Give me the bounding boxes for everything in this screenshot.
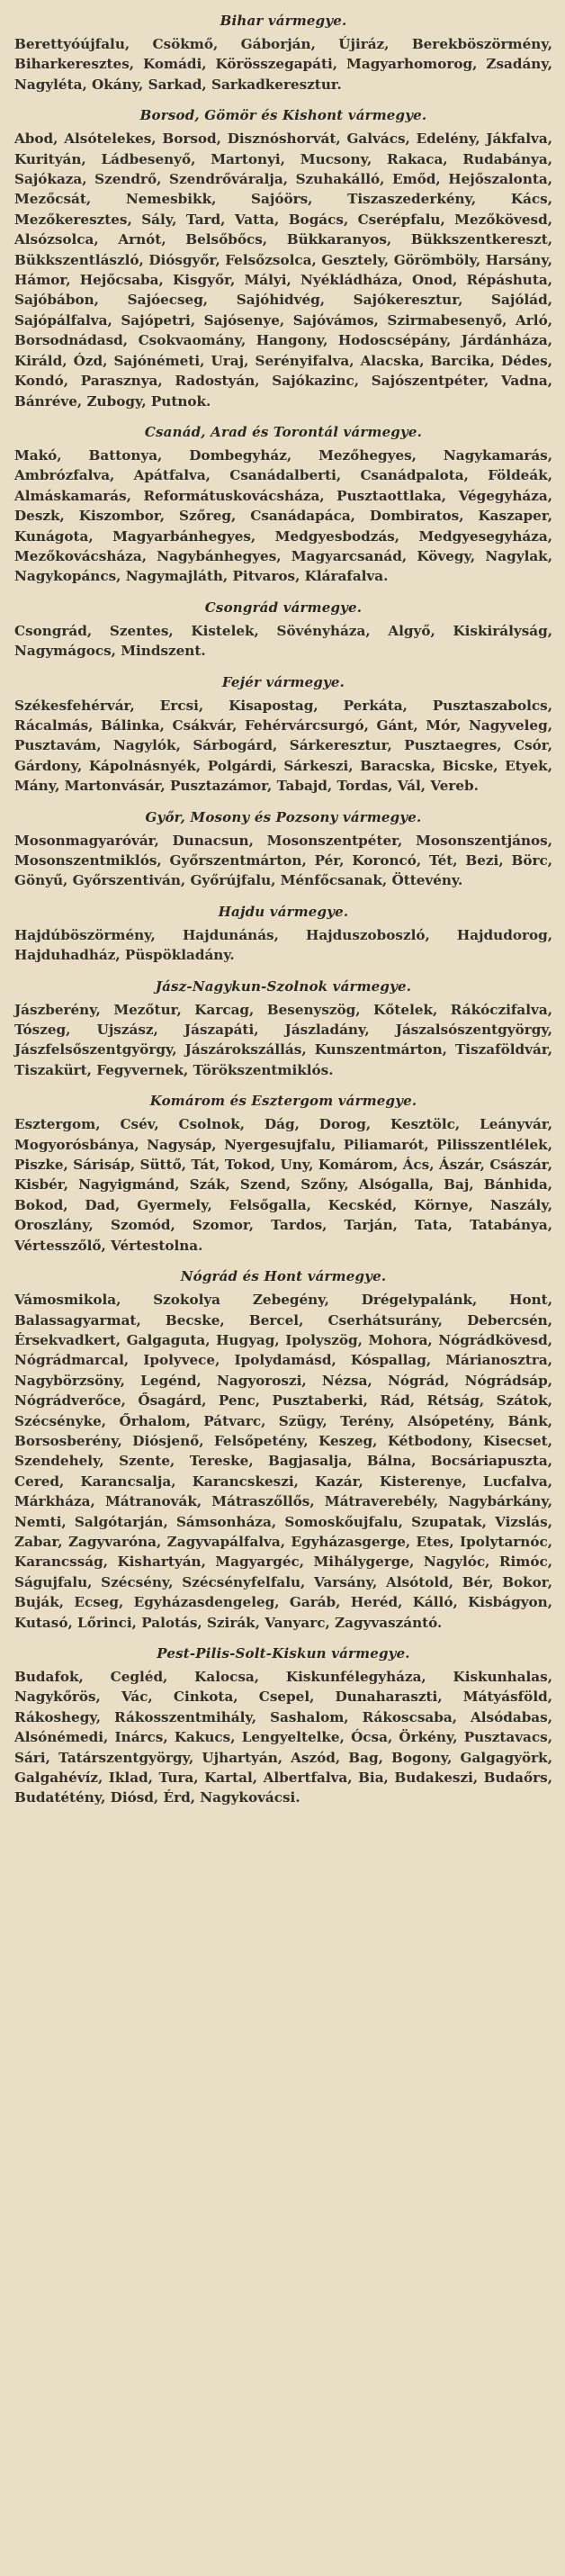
divider bbox=[14, 891, 552, 904]
section-title: Hajdu vármegye. bbox=[218, 903, 349, 920]
section-komarom bbox=[14, 1093, 552, 1256]
section-title: Bihar vármegye. bbox=[220, 13, 347, 29]
section-title: Borsod, Gömör és Kishont vármegye. bbox=[139, 107, 427, 124]
section-title: Komárom és Esztergom vármegye. bbox=[149, 1093, 417, 1110]
divider bbox=[14, 1080, 552, 1093]
section-jasz bbox=[14, 978, 552, 1081]
section-body: Abod, Alsótelekes, Borsod, Disznóshorvát, Galvács, Edelény, Jákfalva, Kurityán, Ládbesenyő, Martonyi, Mucsony, Rakaca, Rudabánya, Sajókaza, Szendrő, Szendrőváralja, Szuhakálló, Emőd, Hejőszalonta, Mezőcsát, Nemesbikk, Sajóörs, Tiszaszederkény, Kács, Mezőkeresztes, Sály, Tard, Vatta, Bogács, Cserépfalu, Mezőkövesd, Alsózsolca, Arnót, Belsőbőcs, Bükkaranyos, Bükkszentkereszt, Bükkszentlászló, Diósgyőr, Felsőzsolca, Gesztely, Görömböly, Harsány, Hámor, Hejőcsaba, Kisgyőr, Mályi, Nyékládháza, Onod, Répáshuta, Sajóbábon, Sajóecseg, Sajóhidvég, Sajókeresztur, Sajólád, Sajópálfalva, Sajópetri, Sajósenye, Sajóvámos, Szirmabesenyő, Arló, Borsodnádasd, Csokvaomány, Hangony, Hodoscsépány, Járdánháza, Királd, Ózd, Sajónémeti, Uraj, Serényifalva, Alacska, Barcika, Dédes, Kondó, Parasznya, Radostyán, Sajókazinc, Sajószentpéter, Vadna, Bánréve, Zubogy, Putnok. bbox=[14, 131, 552, 410]
divider bbox=[14, 662, 552, 674]
divider bbox=[14, 411, 552, 424]
divider bbox=[14, 1256, 552, 1268]
section-hajdu bbox=[14, 904, 552, 966]
section-fejer bbox=[14, 674, 552, 797]
section-title: Pest-Pilis-Solt-Kiskun vármegye. bbox=[157, 1645, 410, 1662]
section-body: Makó, Battonya, Dombegyház, Mezőhegyes, Nagykamarás, Ambrózfalva, Apátfalva, Csanádalberti, Csanádpalota, Földeák, Almáskamarás, Reformátuskovácsháza, Pusztaottlaka, Végegyháza, Deszk, Kiszombor, Szőreg, Csanádapáca, Dombiratos, Kaszaper, Kunágota, Magyarbánhegyes, Medgyesbodzás, Medgyesegyháza, Mezőkovácsháza, Nagybánhegyes, Magyarcsanád, Kövegy, Nagylak, Nagykopáncs, Nagymajláth, Pitvaros, Klárafalva. bbox=[14, 446, 552, 585]
section-title: Nógrád és Hont vármegye. bbox=[180, 1268, 387, 1285]
section-body: Székesfehérvár, Ercsi, Kisapostag, Perkáta, Pusztaszabolcs, Rácalmás, Bálinka, Csákvár, Fehérvárcsurgó, Gánt, Mór, Nagyveleg, Pusztavám, Nagylók, Sárbogárd, Sárkeresztur, Pusztaegres, Csór, Gárdony, Kápolnásnyék, Polgárdi, Sárkeszi, Baracska, Bicske, Etyek, Mány, Martonvásár, Pusztazámor, Tabajd, Tordas, Vál, Vereb. bbox=[14, 697, 552, 795]
section-body: Esztergom, Csév, Csolnok, Dág, Dorog, Kesztölc, Leányvár, Mogyorósbánya, Nagysáp, Nyergesujfalu, Piliamarót, Pilisszentlélek, Piszke, Sárisáp, Süttő, Tát, Tokod, Uny, Komárom, Ács, Ászár, Császár, Kisbér, Nagyigmánd, Szák, Szend, Szőny, Alsógalla, Baj, Bánhida, Bokod, Dad, Gyermely, Felsőgalla, Kecskéd, Környe, Naszály, Oroszlány, Szomód, Szomor, Tardos, Tarján, Tata, Tatabánya, Vértesszőlő, Vértestolna. bbox=[14, 1116, 552, 1254]
section-body: Csongrád, Szentes, Kistelek, Sövényháza, Algyő, Kiskirályság, Nagymágocs, Mindszent. bbox=[14, 622, 552, 660]
section-body: Budafok, Cegléd, Kalocsa, Kiskunfélegyháza, Kiskunhalas, Nagykőrös, Vác, Cinkota, Csepel, Dunaharaszti, Mátyásföld, Rákoshegy, Rákosszentmihály, Sashalom, Rákoscsaba, Alsódabas, Alsónémedi, Inárcs, Kakucs, Lengyeltelke, Ócsa, Örkény, Pusztavacs, Sári, Tatárszentgyörgy, Ujhartyán, Aszód, Bag, Bogony, Galgagyörk, Galgahévíz, Iklad, Tura, Kartal, Albertfalva, Bia, Budakeszi, Budaőrs, Budatétény, Diósd, Érd, Nagykovácsi. bbox=[14, 1669, 552, 1806]
section-body: Hajdúböszörmény, Hajdunánás, Hajduszoboszló, Hajdudorog, Hajduhadház, Püspökladány. bbox=[14, 926, 552, 964]
section-title: Győr, Mosony és Pozsony vármegye. bbox=[145, 808, 422, 825]
section-csongrad bbox=[14, 599, 552, 662]
section-bihar bbox=[14, 13, 552, 95]
section-title: Csongrád vármegye. bbox=[204, 599, 363, 616]
section-body: Vámosmikola, Szokolya Zebegény, Drégelypalánk, Hont, Balassagyarmat, Becske, Bercel, Cserhátsurány, Debercsén, Érsekvadkert, Galgaguta, Hugyag, Ipolyszög, Mohora, Nógrádkövesd, Nógrádmarcal, Ipolyvece, Ipolydamásd, Kóspallag, Márianosztra, Nagybörzsöny, Legénd, Nagyoroszi, Nézsa, Nógrád, Nógrádsáp, Nógrádverőce, Ősagárd, Penc, Pusztaberki, Rád, Rétság, Szátok, Szécsényke, Őrhalom, Pátvarc, Szügy, Terény, Alsópetény, Bánk, Borsosberény, Diósjenő, Felsőpetény, Keszeg, Kétbodony, Kisecset, Szendehely, Szente, Tereske, Bagjasalja, Bálna, Bocsáriapuszta, Cered, Karancsalja, Karancskeszi, Kazár, Kisterenye, Lucfalva, Márkháza, Mátranovák, Mátraszőllős, Mátraverebély, Nagybárkány, Nemti, Salgótarján, Sámsonháza, Somoskőujfalu, Szupatak, Vizslás, Zabar, Zagyvaróna, Zagyvapálfalva, Egyházasgerge, Etes, Ipolytarnóc, Karancsság, Kishartyán, Magyargéc, Mihálygerge, Nagylóc, Rimóc, Ságujfalu, Szécsény, Szécsényfelfalu, Varsány, Alsótold, Bér, Bokor, Buják, Ecseg, Egyházasdengeleg, Garáb, Heréd, Kálló, Kisbágyon, Kutasó, Lőrinci, Palotás, Szirák, Vanyarc, Zagyvaszántó. bbox=[14, 1292, 552, 1631]
divider bbox=[14, 95, 552, 107]
section-gyor bbox=[14, 809, 552, 891]
section-nograd bbox=[14, 1268, 552, 1633]
section-borsod bbox=[14, 107, 552, 411]
section-pest bbox=[14, 1645, 552, 1808]
section-csanad bbox=[14, 424, 552, 587]
section-title: Jász-Nagykun-Szolnok vármegye. bbox=[155, 977, 412, 995]
divider bbox=[14, 966, 552, 978]
section-title: Fejér vármegye. bbox=[221, 673, 345, 690]
section-body: Jászberény, Mezőtur, Karcag, Besenyszög, Kőtelek, Rákóczifalva, Tószeg, Ujszász, Jászapáti, Jászladány, Jászalsószentgyörgy, Jászfelsőszentgyörgy, Jászárokszállás, Kunszentmárton, Tiszaföldvár, Tiszakürt, Fegyvernek, Törökszentmiklós. bbox=[14, 1001, 552, 1078]
divider bbox=[14, 587, 552, 599]
section-title: Csanád, Arad és Torontál vármegye. bbox=[144, 423, 423, 440]
section-body: Berettyóújfalu, Csökmő, Gáborján, Újiráz, Berekböszörmény, Biharkeresztes, Komádi, Körösszegapáti, Magyarhomorog, Zsadány, Nagyléta, Okány, Sarkad, Sarkadkeresztur. bbox=[14, 36, 552, 93]
section-body: Mosonmagyaróvár, Dunacsun, Mosonszentpéter, Mosonszentjános, Mosonszentmiklós, Győrszentmárton, Pér, Koroncó, Tét, Bezi, Börc, Gönyű, Győrszentiván, Győrújfalu, Ménfőcsanak, Öttevény. bbox=[14, 832, 552, 889]
divider bbox=[14, 797, 552, 809]
divider bbox=[14, 1633, 552, 1645]
